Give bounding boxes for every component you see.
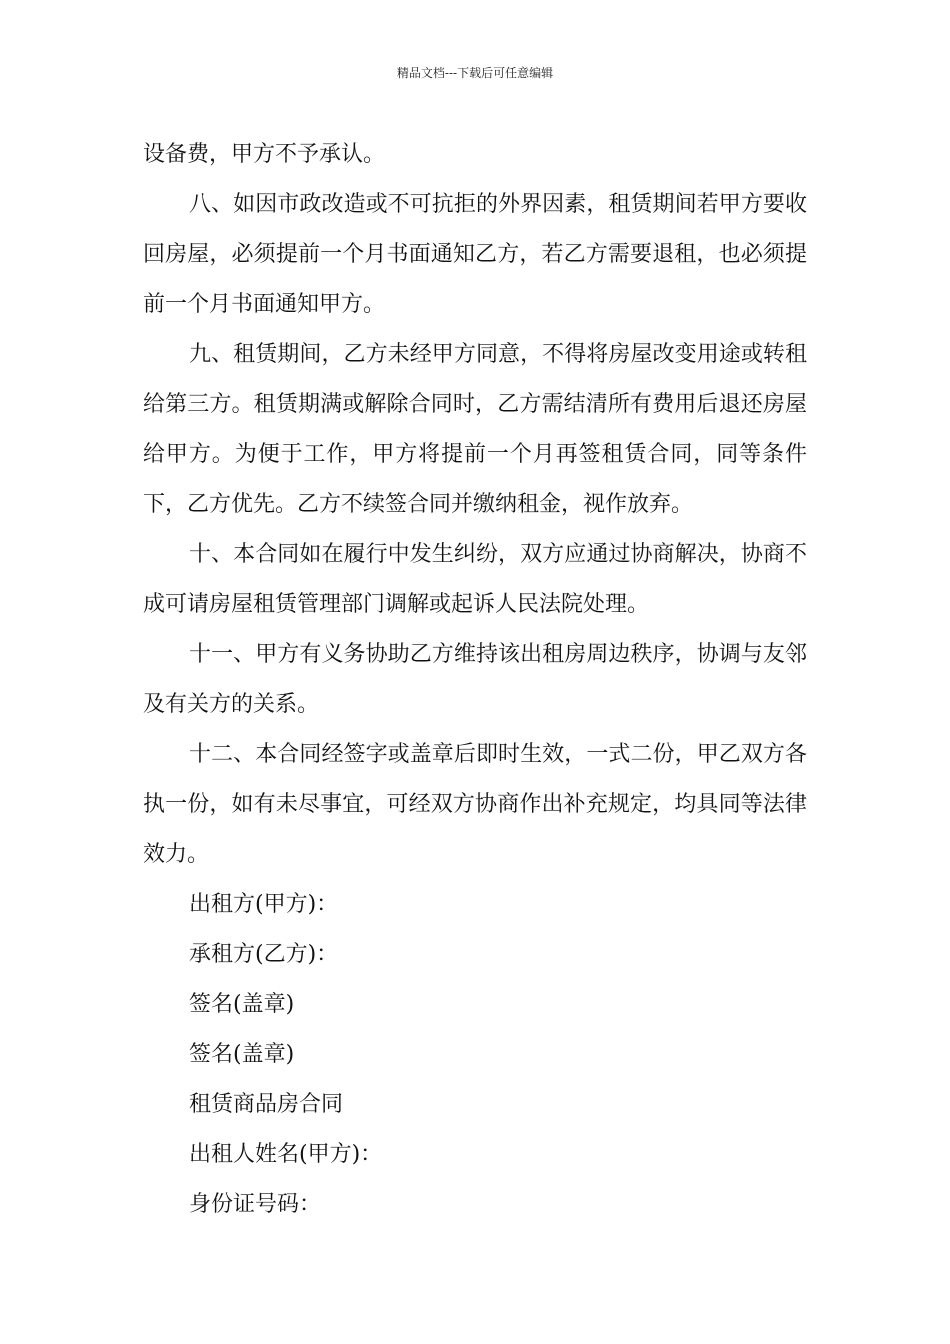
clause-11: 十一、甲方有义务协助乙方维持该出租房周边秩序，协调与友邻及有关方的关系。: [143, 642, 807, 717]
id-number-label: 身份证号码：: [189, 1192, 322, 1217]
signature-line-lessee: 签名(盖章): [189, 1042, 295, 1067]
lessor-name-label: 出租人姓名(甲方)：: [189, 1142, 383, 1167]
paragraph-equipment-fee: 设备费，甲方不予承认。: [143, 142, 386, 167]
clause-9: 九、租赁期间，乙方未经甲方同意，不得将房屋改变用途或转租给第三方。租赁期满或解除合同时，乙方需结清所有费用后退还房屋给甲方。为便于工作，甲方将提前一个月再签租赁合同，同等条件下，乙方优先。乙方不续签合同并缴纳租金，视作放弃。: [143, 342, 807, 517]
clause-10: 十、本合同如在履行中发生纠纷，双方应通过协商解决，协商不成可请房屋租赁管理部门调解或起诉人民法院处理。: [143, 542, 807, 617]
lessee-label: 承租方(乙方)：: [189, 942, 339, 967]
contract-title: 租赁商品房合同: [189, 1092, 344, 1117]
signature-line-lessor: 签名(盖章): [189, 992, 295, 1017]
clause-8: 八、如因市政改造或不可抗拒的外界因素，租赁期间若甲方要收回房屋，必须提前一个月书面通知乙方，若乙方需要退租，也必须提前一个月书面通知甲方。: [143, 192, 807, 317]
clause-12: 十二、本合同经签字或盖章后即时生效，一式二份，甲乙双方各执一份，如有未尽事宜，可经双方协商作出补充规定，均具同等法律效力。: [143, 742, 807, 867]
document-body: [143, 130, 807, 1230]
page-header: 精品文档---下载后可任意编辑: [396, 66, 554, 80]
lessor-label: 出租方(甲方)：: [189, 892, 339, 917]
